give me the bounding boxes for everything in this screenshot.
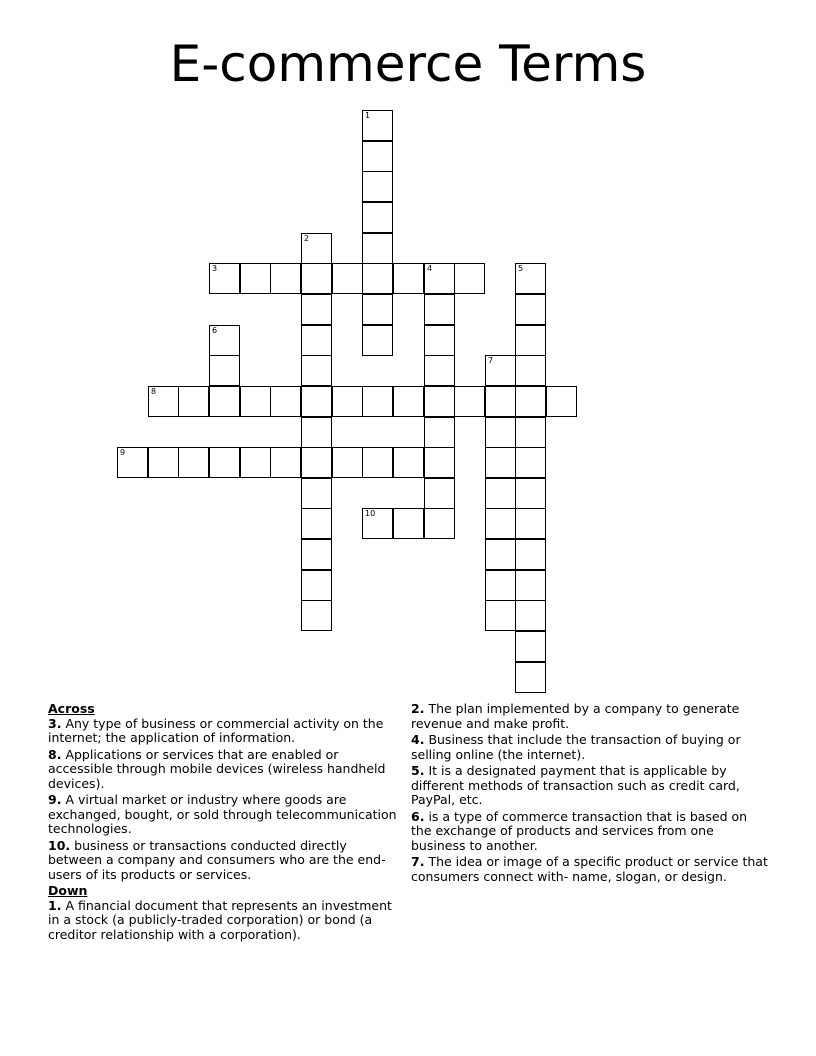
grid-cell[interactable] — [209, 325, 240, 356]
clue-number-label: 7 — [488, 356, 494, 365]
clue-number-label: 1 — [365, 111, 371, 120]
grid-cell[interactable] — [515, 570, 546, 601]
grid-cell[interactable] — [209, 355, 240, 386]
grid-cell[interactable] — [393, 386, 424, 417]
grid-cell[interactable] — [148, 386, 179, 417]
grid-cell[interactable] — [178, 386, 209, 417]
grid-cell[interactable] — [424, 263, 455, 294]
down-heading: Down — [48, 883, 88, 898]
grid-cell[interactable] — [240, 447, 271, 478]
clue-text: Any type of business or commercial activity on the internet; the application of information. — [48, 715, 384, 745]
clue-text: is a type of commerce transaction that is based on the exchange of products and services from one business to another. — [411, 808, 748, 853]
clue-down-4 — [411, 733, 771, 762]
grid-cell[interactable] — [424, 355, 455, 386]
clue-number-label: 2 — [304, 234, 310, 243]
grid-cell[interactable] — [424, 386, 455, 417]
clue-text: Applications or services that are enabled or accessible through mobile devices (wireless handheld devices). — [48, 746, 386, 791]
clue-number: 2. — [411, 701, 425, 716]
clue-down-6 — [411, 810, 771, 854]
clue-number: 6. — [411, 808, 425, 824]
grid-cell[interactable] — [515, 662, 546, 693]
grid-cell[interactable] — [148, 447, 179, 478]
grid-cell[interactable] — [515, 263, 546, 294]
grid-cell[interactable] — [424, 478, 455, 509]
grid-cell[interactable] — [424, 325, 455, 356]
grid-cell[interactable] — [209, 447, 240, 478]
clue-across-10 — [48, 839, 403, 883]
grid-cell[interactable] — [332, 386, 363, 417]
clue-text: business or transactions conducted directly between a company and consumers who are the end-users of its products or services. — [48, 837, 386, 882]
grid-cell[interactable] — [301, 539, 332, 570]
grid-cell[interactable] — [301, 417, 332, 448]
clue-down-2 — [411, 702, 771, 731]
grid-cell[interactable] — [515, 508, 546, 539]
puzzle-title: E-commerce Terms — [169, 35, 647, 93]
clue-across-8 — [48, 748, 403, 792]
grid-cell[interactable] — [485, 478, 516, 509]
grid-cell[interactable] — [424, 447, 455, 478]
grid-cell[interactable] — [485, 539, 516, 570]
grid-cell[interactable] — [332, 447, 363, 478]
grid-cell[interactable] — [424, 417, 455, 448]
grid-cell[interactable] — [362, 233, 393, 264]
grid-cell[interactable] — [362, 447, 393, 478]
grid-cell[interactable] — [485, 600, 516, 631]
grid-cell[interactable] — [393, 447, 424, 478]
grid-cell[interactable] — [332, 263, 363, 294]
grid-cell[interactable] — [515, 600, 546, 631]
clue-text: Business that include the transaction of buying or selling online (the internet). — [411, 732, 741, 762]
clue-down-7 — [411, 855, 771, 884]
grid-cell[interactable] — [362, 386, 393, 417]
clue-text: The idea or image of a specific product or service that consumers connect with- name, slogan, or design. — [411, 854, 768, 884]
grid-cell[interactable] — [393, 263, 424, 294]
grid-cell[interactable] — [515, 355, 546, 386]
clue-down-1 — [48, 899, 403, 943]
clue-text: It is a designated payment that is applicable by different methods of transaction such as credit card, PayPal, etc. — [411, 763, 740, 807]
clue-number-label: 6 — [212, 326, 218, 335]
grid-cell[interactable] — [240, 263, 271, 294]
grid-cell[interactable] — [485, 355, 516, 386]
grid-cell[interactable] — [301, 355, 332, 386]
grid-cell[interactable] — [546, 386, 577, 417]
grid-cell[interactable] — [424, 508, 455, 539]
clue-down-5 — [411, 764, 771, 808]
grid-cell[interactable] — [515, 417, 546, 448]
grid-cell[interactable] — [485, 447, 516, 478]
clue-number: 7. — [411, 854, 425, 869]
grid-cell[interactable] — [515, 325, 546, 356]
grid-cell[interactable] — [393, 508, 424, 539]
clue-number-label: 8 — [151, 387, 157, 396]
clue-number: 10. — [48, 837, 71, 853]
clue-number-label: 3 — [212, 264, 218, 273]
clue-across-3 — [48, 717, 403, 746]
grid-cell[interactable] — [454, 263, 485, 294]
grid-cell[interactable] — [117, 447, 148, 478]
grid-cell[interactable] — [515, 386, 546, 417]
grid-cell[interactable] — [515, 447, 546, 478]
clue-number: 4. — [411, 732, 425, 747]
clues-left-column — [48, 702, 403, 944]
grid-cell[interactable] — [301, 478, 332, 509]
clue-across-9 — [48, 793, 403, 837]
grid-cell[interactable] — [515, 478, 546, 509]
grid-cell[interactable] — [301, 386, 332, 417]
grid-cell[interactable] — [515, 631, 546, 662]
grid-cell[interactable] — [362, 171, 393, 202]
grid-cell[interactable] — [301, 325, 332, 356]
grid-cell[interactable] — [270, 447, 301, 478]
grid-cell[interactable] — [485, 570, 516, 601]
grid-cell[interactable] — [209, 386, 240, 417]
grid-cell[interactable] — [362, 263, 393, 294]
clue-text: The plan implemented by a company to generate revenue and make profit. — [411, 701, 740, 731]
grid-cell[interactable] — [515, 294, 546, 325]
grid-cell[interactable] — [178, 447, 209, 478]
grid-cell[interactable] — [301, 570, 332, 601]
grid-cell[interactable] — [301, 508, 332, 539]
grid-cell[interactable] — [454, 386, 485, 417]
clue-number: 8. — [48, 746, 62, 762]
grid-cell[interactable] — [301, 233, 332, 264]
grid-cell[interactable] — [424, 294, 455, 325]
clue-text: A virtual market or industry where goods are exchanged, bought, or sold through telecommunication technologies. — [48, 792, 397, 836]
clue-number-label: 4 — [427, 264, 433, 273]
grid-cell[interactable] — [362, 110, 393, 141]
clue-number-label: 9 — [120, 448, 126, 457]
grid-cell[interactable] — [515, 539, 546, 570]
grid-cell[interactable] — [240, 386, 271, 417]
grid-cell[interactable] — [209, 263, 240, 294]
across-heading: Across — [48, 701, 95, 716]
clues-right-column — [411, 702, 771, 886]
grid-cell[interactable] — [362, 294, 393, 325]
grid-cell[interactable] — [301, 447, 332, 478]
grid-cell[interactable] — [270, 386, 301, 417]
clue-number-label: 10 — [365, 509, 376, 518]
grid-cell[interactable] — [270, 263, 301, 294]
clue-number-label: 5 — [518, 264, 524, 273]
grid-cell[interactable] — [362, 141, 393, 172]
grid-cell[interactable] — [301, 294, 332, 325]
clue-number: 9. — [48, 792, 62, 807]
grid-cell[interactable] — [362, 508, 393, 539]
clue-number: 1. — [48, 897, 62, 913]
clue-text: A financial document that represents an investment in a stock (a publicly-traded corporation) or bond (a creditor relationship with a corporation). — [48, 897, 392, 942]
grid-cell[interactable] — [485, 508, 516, 539]
grid-cell[interactable] — [362, 202, 393, 233]
grid-cell[interactable] — [485, 386, 516, 417]
clue-number: 3. — [48, 715, 62, 731]
grid-cell[interactable] — [301, 263, 332, 294]
grid-cell[interactable] — [485, 417, 516, 448]
clue-number: 5. — [411, 763, 425, 778]
grid-cell[interactable] — [301, 600, 332, 631]
grid-cell[interactable] — [362, 325, 393, 356]
